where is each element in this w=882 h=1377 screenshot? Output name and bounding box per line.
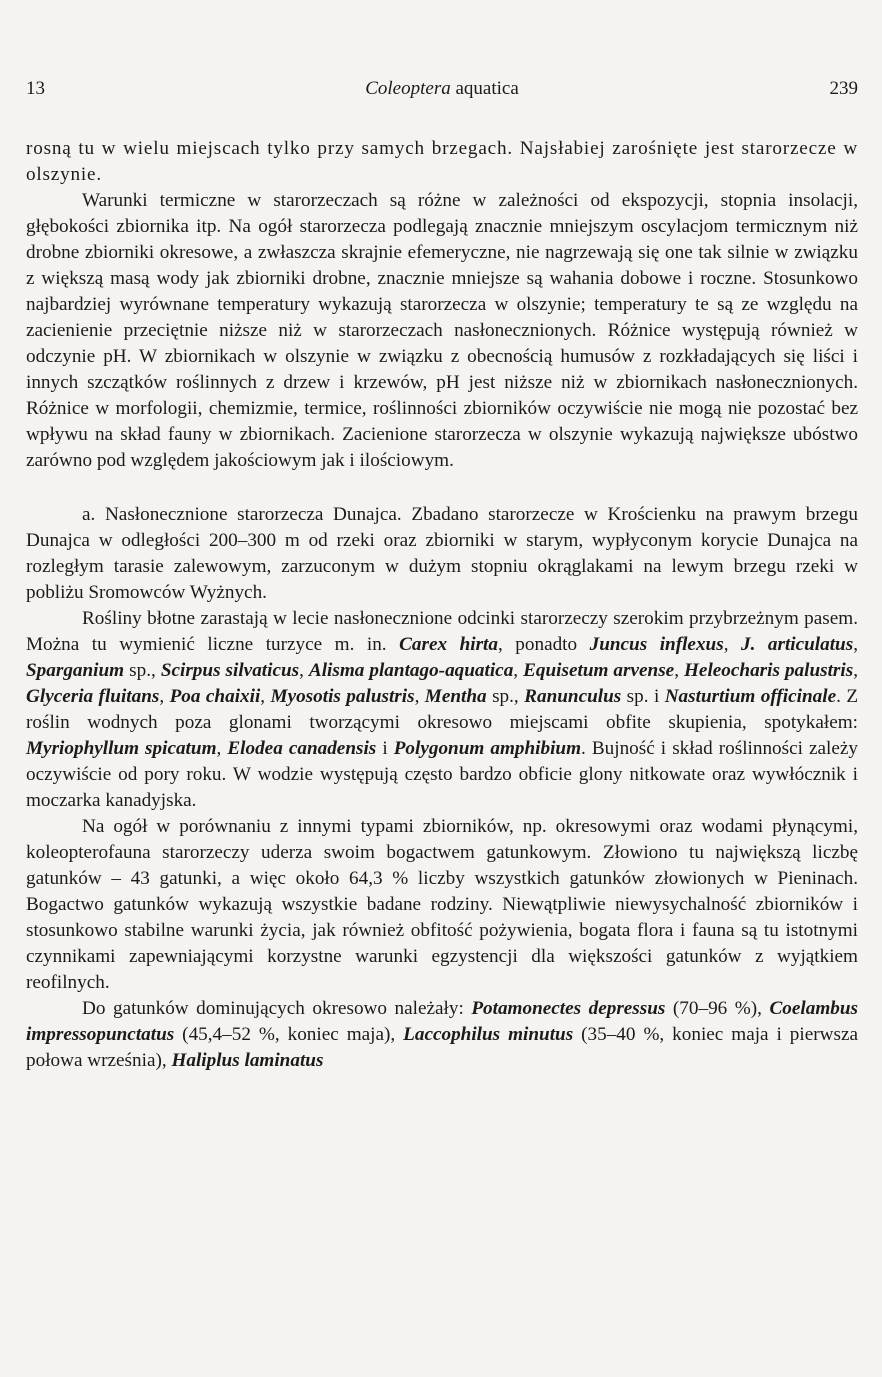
body-text — [26, 136, 858, 1074]
running-header — [26, 78, 858, 108]
species-name: Juncus inflexus — [589, 634, 724, 655]
running-title — [26, 78, 858, 100]
species-name: Carex hirta — [399, 634, 498, 655]
species-name: Glyceria fluitans — [26, 686, 160, 707]
paragraph-continuation: rosną tu w wielu miejscach tylko przy samych brzegach. Najsłabiej zarośnięte jest starorzecze w olszynie. — [26, 138, 858, 185]
species-name: Coelambus impressopunctatus — [26, 998, 858, 1045]
species-name: Scirpus silvaticus — [160, 660, 300, 681]
section-number: 13 — [26, 78, 45, 99]
species-name: Polygonum amphibium — [393, 738, 582, 759]
species-name: Equisetum arvense — [523, 660, 675, 681]
paragraph-species-richness: Na ogół w porównaniu z innymi typami zbiorników, np. okresowymi oraz wodami płynącymi, koleopterofauna starorzeczy uderza swoim bogactwem gatunkowym. Złowiono tu największą liczbę gatunków – 43 gatunki, a więc około 64,3 % liczby wszystkich gatunków złowionych w Pieninach. Bogactwo gatunków wykazują wszystkie badane rodziny. Niewątpliwie niewysychalność zbiorników i stosunkowo stabilne warunki życia, jak również obfitość pożywienia, bogata flora i fauna są tu istotnymi czynnikami zapewniającymi korzystne warunki egzystencji dla większości gatunków z wyjątkiem reofilnych. — [26, 816, 858, 993]
species-name: Myriophyllum spicatum — [26, 738, 217, 759]
species-name: Nasturtium officinale — [664, 686, 837, 707]
species-name: Sparganium — [26, 660, 125, 681]
paragraph-thermal-conditions: Warunki termiczne w starorzeczach są różne w zależności od ekspozycji, stopnia insolacji, głębokości zbiornika itp. Na ogół starorzecza podlegają znacznie mniejszym oscylacjom termicznym niż drobne zbiorniki okresowe, a zwłaszcza skrajnie efemeryczne, nie nagrzewają się one tak silnie w związku z większą masą wody jak zbiorniki drobne, znacznie mniejsze są wahania dobowe i roczne. Stosunkowo najbardziej wyrównane temperatury wykazują starorzecza w olszynie; temperatury te są ze względu na zacienienie przeciętnie niższe niż w starorzeczach nasłonecznionych. Różnice występują również w odczynie pH. W zbiornikach w olszynie w związku z obecnością humusów z rozkładających się liści i innych szczątków roślinnych z drzew i krzewów, pH jest niższe niż w zbiornikach nasłonecznionych. Różnice w morfologii, chemizmie, termice, roślinności zbiorników oczywiście nie mogą nie pozostać bez wpływu na skład fauny w zbiornikach. Zacienione starorzecza w olszynie wykazują największe ubóstwo zarówno pod względem jakościowym jak i ilościowym. — [26, 190, 858, 471]
running-title-rest: aquatica — [450, 78, 519, 99]
species-name: Potamonectes depressus — [471, 998, 666, 1019]
species-name: Heleocharis palustris — [684, 660, 854, 681]
species-name: Alisma plantago-aquatica — [308, 660, 514, 681]
species-name: Myosotis palustris — [270, 686, 415, 707]
species-name: Laccophilus minutus — [403, 1024, 574, 1045]
paragraph-dominant-species: Do gatunków dominujących okresowo należały: Potamonectes depressus (70–96 %), Coelambus impressopunctatus (45,4–52 %, koniec maja), Laccophilus minutus (35–40 %, koniec maja i pierwsza połowa września), Haliplus laminatus — [26, 998, 858, 1071]
paragraph-vegetation: Rośliny błotne zarastają w lecie nasłonecznione odcinki starorzeczy szerokim przybrzeżnym pasem. Można tu wymienić liczne turzyce m. in. Carex hirta, ponadto Juncus inflexus, J. articulatus, Sparganium sp., Scirpus silvaticus, Alisma plantago-aquatica, Equisetum arvense, Heleocharis palustris, Glyceria fluitans, Poa chaixii, Myosotis palustris, Mentha sp., Ranunculus sp. i Nasturtium officinale. Z roślin wodnych poza glonami tworzącymi okresowo miejscami obfite skupienia, spotykałem: Myriophyllum spicatum, Elodea canadensis i Polygonum amphibium. Bujność i skład roślinności zależy oczywiście od pory roku. W wodzie występują często bardzo obficie glony nitkowate oraz wywłócznik i moczarka kanadyjska. — [26, 608, 859, 811]
species-name: Haliplus laminatus — [171, 1050, 324, 1071]
species-name: Elodea canadensis — [227, 738, 377, 759]
species-name: Poa chaixii — [169, 686, 261, 707]
species-name: J. articulatus — [741, 634, 854, 655]
running-title-italic: Coleoptera — [365, 78, 451, 99]
paragraph-sunny-oxbows: a. Nasłonecznione starorzecza Dunajca. Zbadano starorzecze w Krościenku na prawym brzegu Dunajca w odległości 200–300 m od rzeki oraz zbiorniki w starym, wypłyconym korycie Dunajca na rozległym tarasie zalewowym, zarzuconym w dużym stopniu okrąglakami na lewym brzegu rzeki w pobliżu Sromowców Wyżnych. — [26, 504, 858, 603]
page-number: 239 — [829, 78, 858, 99]
species-name: Mentha — [424, 686, 487, 707]
species-name: Ranunculus — [524, 686, 622, 707]
